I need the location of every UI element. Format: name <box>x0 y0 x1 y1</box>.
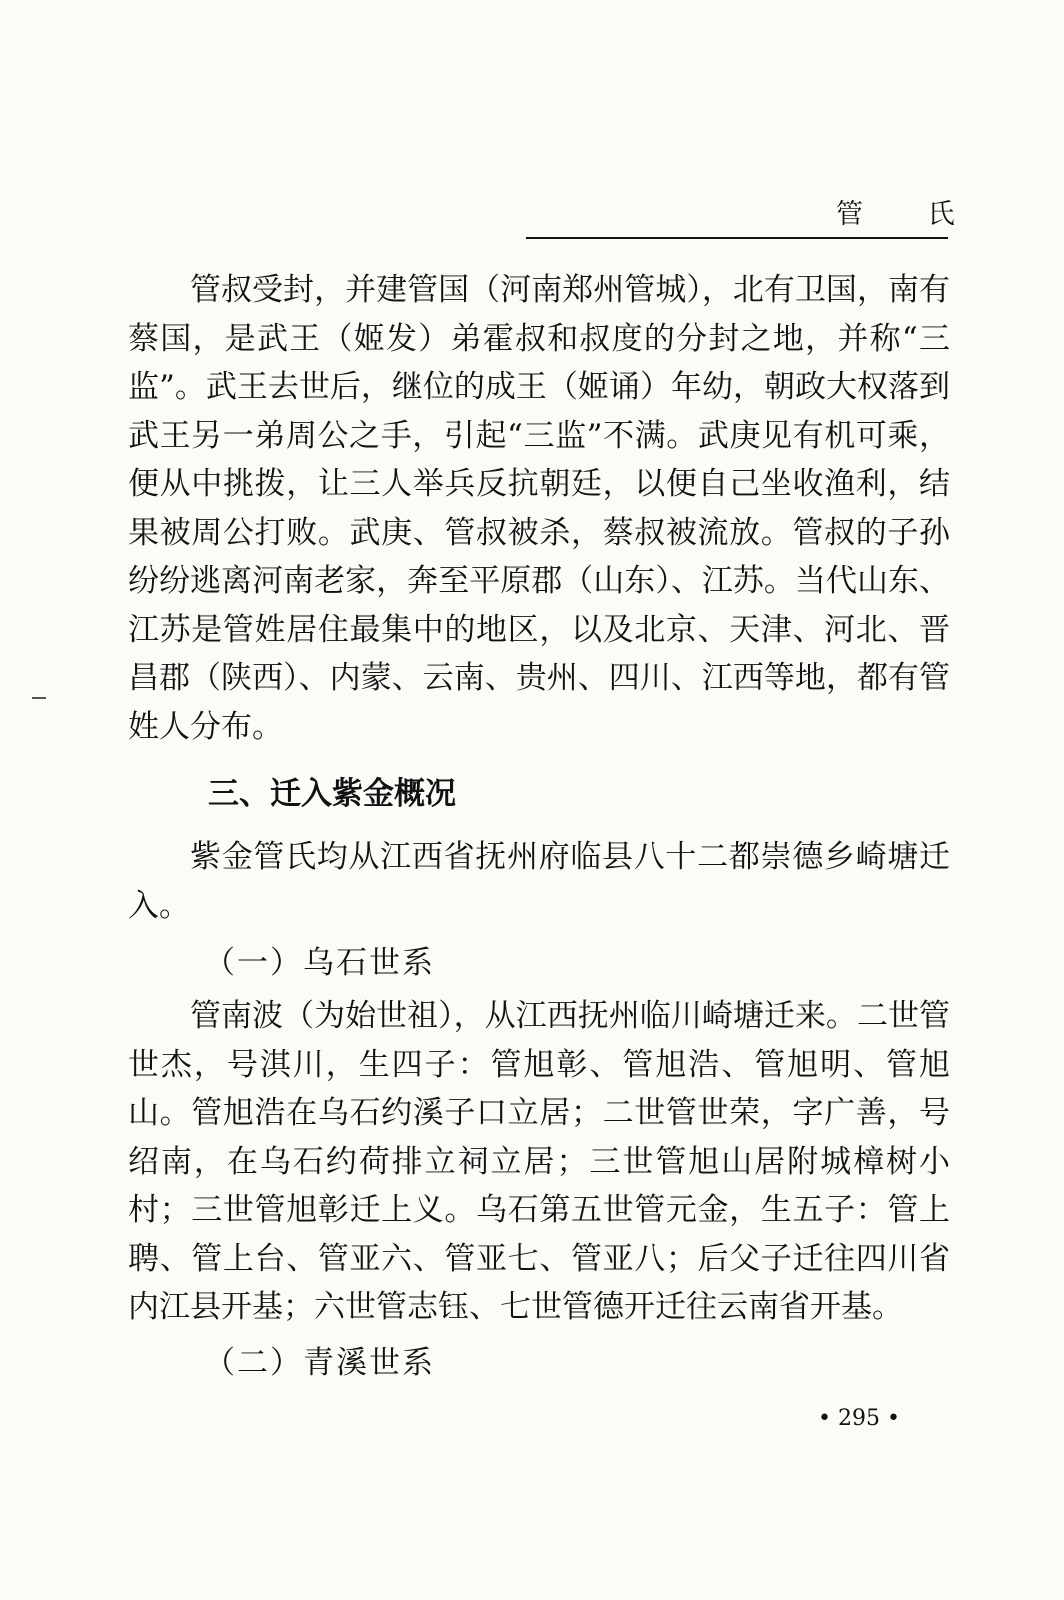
header-rule <box>526 237 948 239</box>
page-number: • 295 • <box>818 1406 900 1431</box>
subsection-paragraph-1: 管南波（为始世祖），从江西抚州临川崎塘迁来。二世管世杰，号淇川，生四子：管旭彰、管旭浩、管旭明、管旭山。管旭浩在乌石约溪子口立居；二世管世荣，字广善，号绍南，在乌石约荷排立祠立居；三世管旭山居附城樟树小村；三世管旭彰迁上义。乌石第五世管元金，生五子：管上聘、管上台、管亚六、管亚七、管亚八；后父子迁往四川省内江县开基；六世管志钰、七世管德开迁往云南省开基。 <box>128 998 950 1325</box>
running-head: 管 氏 <box>836 199 983 230</box>
page-body <box>128 266 950 1392</box>
intro-paragraph: 管叔受封，并建管国（河南郑州管城），北有卫国，南有蔡国，是武王（姬发）弟霍叔和叔度的分封之地，并称“三监”。武王去世后，继位的成王（姬诵）年幼，朝政大权落到武王另一弟周公之手，引起“三监”不满。武庚见有机可乘，便从中挑拨，让三人举兵反抗朝廷，以便自己坐收渔利，结果被周公打败。武庚、管叔被杀，蔡叔被流放。管叔的子孙纷纷逃离河南老家，奔至平原郡（山东）、江苏。当代山东、江苏是管姓居住最集中的地区，以及北京、天津、河北、晋昌郡（陕西）、内蒙、云南、贵州、四川、江西等地，都有管姓人分布。 <box>128 272 950 745</box>
section-heading: 三、迁入紫金概况 <box>208 776 456 812</box>
section-paragraph: 紫金管氏均从江西省抚州府临县八十二都崇德乡崎塘迁入。 <box>128 839 950 924</box>
subsection-heading-2: （二）青溪世系 <box>204 1344 435 1381</box>
margin-mark <box>32 697 46 699</box>
subsection-heading-1: （一）乌石世系 <box>204 945 435 981</box>
